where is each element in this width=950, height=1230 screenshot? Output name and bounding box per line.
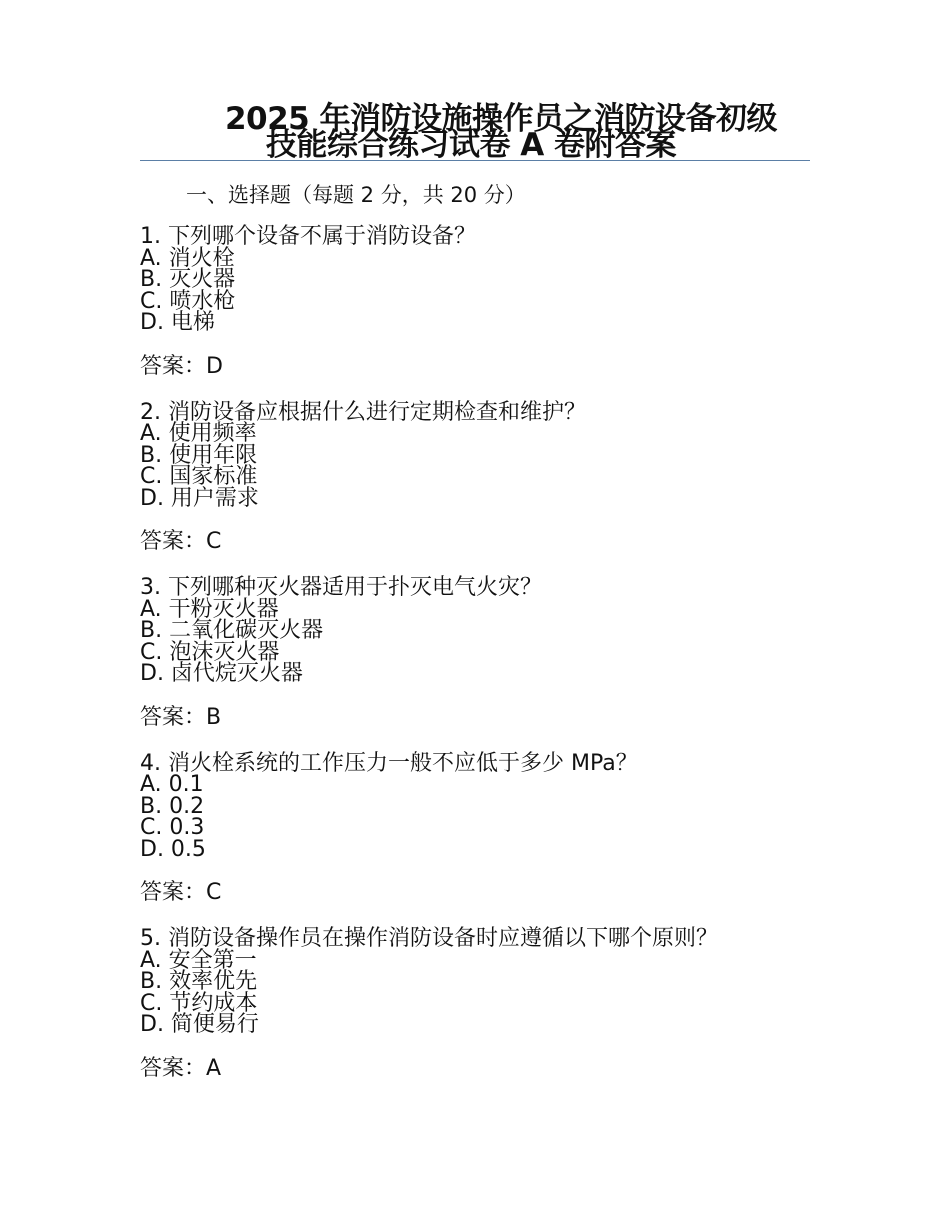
option-d: D. 卤代烷灭火器	[140, 661, 303, 686]
question-text: 5. 消防设备操作员在操作消防设备时应遵循以下哪个原则？	[140, 926, 718, 951]
question-text: 3. 下列哪种灭火器适用于扑灭电气火灾？	[140, 575, 542, 600]
option-b: B. 效率优先	[140, 969, 258, 994]
option-b: B. 灭火器	[140, 267, 236, 292]
question-text: 2. 消防设备应根据什么进行定期检查和维护？	[140, 399, 586, 425]
question-5	[140, 928, 840, 1082]
answer: 答案：B	[140, 704, 222, 730]
question-text: 4. 消火栓系统的工作压力一般不应低于多少 MPa？	[140, 750, 638, 776]
option-d: D. 电梯	[140, 310, 215, 335]
option-c: C. 泡沫灭火器	[140, 639, 280, 665]
option-c: C. 0.3	[140, 815, 205, 840]
option-b: B. 使用年限	[140, 442, 258, 468]
title-line-2: 技能综合练习试卷 A 卷附答案	[265, 127, 677, 163]
answer: 答案：C	[140, 880, 222, 905]
option-d: D. 0.5	[140, 836, 206, 862]
title-underline	[140, 160, 810, 161]
option-a: A. 0.1	[140, 772, 204, 797]
answer: 答案：D	[140, 353, 223, 379]
option-a: A. 消火栓	[140, 245, 235, 271]
title-line-1: 2025 年消防设施操作员之消防设备初级	[224, 101, 778, 137]
option-d: D. 简便易行	[140, 1012, 259, 1037]
document-title	[140, 101, 810, 163]
question-list	[140, 226, 840, 1104]
option-c: C. 节约成本	[140, 990, 258, 1016]
option-d: D. 用户需求	[140, 485, 259, 511]
section-heading: 一、选择题（每题 2 分，共 20 分）	[186, 183, 526, 207]
option-a: A. 安全第一	[140, 947, 257, 973]
answer: 答案：A	[140, 1055, 222, 1081]
option-b: B. 0.2	[140, 793, 205, 819]
question-1	[140, 226, 840, 380]
option-c: C. 国家标准	[140, 464, 258, 489]
question-text: 1. 下列哪个设备不属于消防设备？	[140, 224, 476, 249]
option-a: A. 干粉灭火器	[140, 596, 279, 622]
question-4	[140, 750, 840, 907]
option-b: B. 二氧化碳灭火器	[140, 618, 324, 643]
question-3	[140, 577, 840, 731]
question-2	[140, 399, 840, 556]
option-c: C. 喷水枪	[140, 288, 236, 314]
answer: 答案：C	[140, 529, 222, 554]
option-a: A. 使用频率	[140, 421, 257, 446]
